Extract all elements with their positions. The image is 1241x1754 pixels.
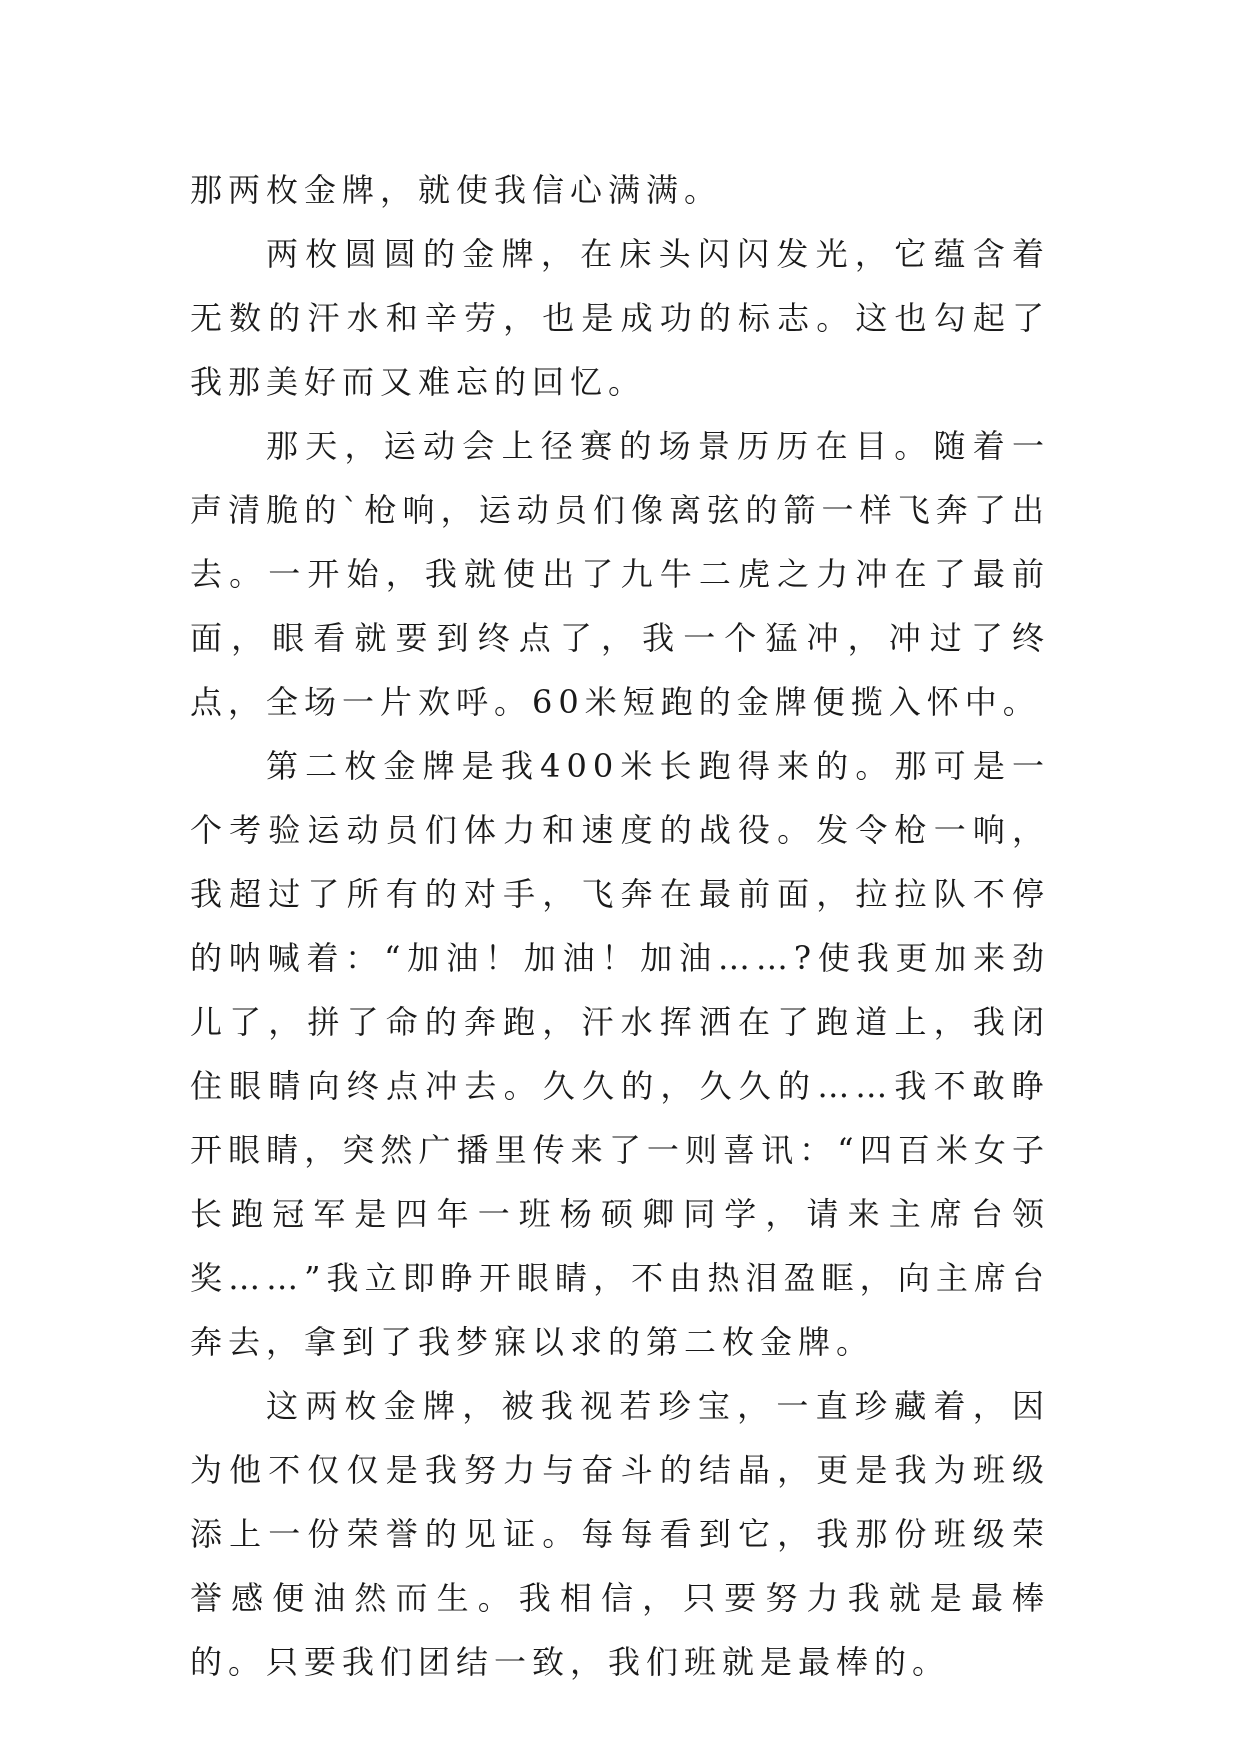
- paragraph-2: 两枚圆圆的金牌，在床头闪闪发光，它蕴含着无数的汗水和辛劳，也是成功的标志。这也勾起了我那美好而又难忘的回忆。: [190, 235, 1050, 401]
- paragraph-3: 那天，运动会上径赛的场景历历在目。随着一声清脆的`枪响，运动员们像离弦的箭一样飞奔了出去。一开始，我就使出了九牛二虎之力冲在了最前面，眼看就要到终点了，我一个猛冲，冲过了终点，全场一片欢呼。60米短跑的金牌便揽入怀中。: [190, 427, 1050, 721]
- paragraph-5: 这两枚金牌，被我视若珍宝，一直珍藏着，因为他不仅仅是我努力与奋斗的结晶，更是我为班级添上一份荣誉的见证。每每看到它，我那份班级荣誉感便油然而生。我相信，只要努力我就是最棒的。只要我们团结一致，我们班就是最棒的。: [190, 1387, 1050, 1681]
- document-body: [190, 158, 1050, 1694]
- paragraph-1: 那两枚金牌，就使我信心满满。: [190, 171, 723, 209]
- paragraph-4: 第二枚金牌是我400米长跑得来的。那可是一个考验运动员们体力和速度的战役。发令枪一响，我超过了所有的对手，飞奔在最前面，拉拉队不停的呐喊着：“加油！加油！加油……?使我更加来劲儿了，拼了命的奔跑，汗水挥洒在了跑道上，我闭住眼睛向终点冲去。久久的，久久的……我不敢睁开眼睛，突然广播里传来了一则喜讯：“四百米女子长跑冠军是四年一班杨硕卿同学，请来主席台领奖……”我立即睁开眼睛，不由热泪盈眶，向主席台奔去，拿到了我梦寐以求的第二枚金牌。: [190, 747, 1050, 1361]
